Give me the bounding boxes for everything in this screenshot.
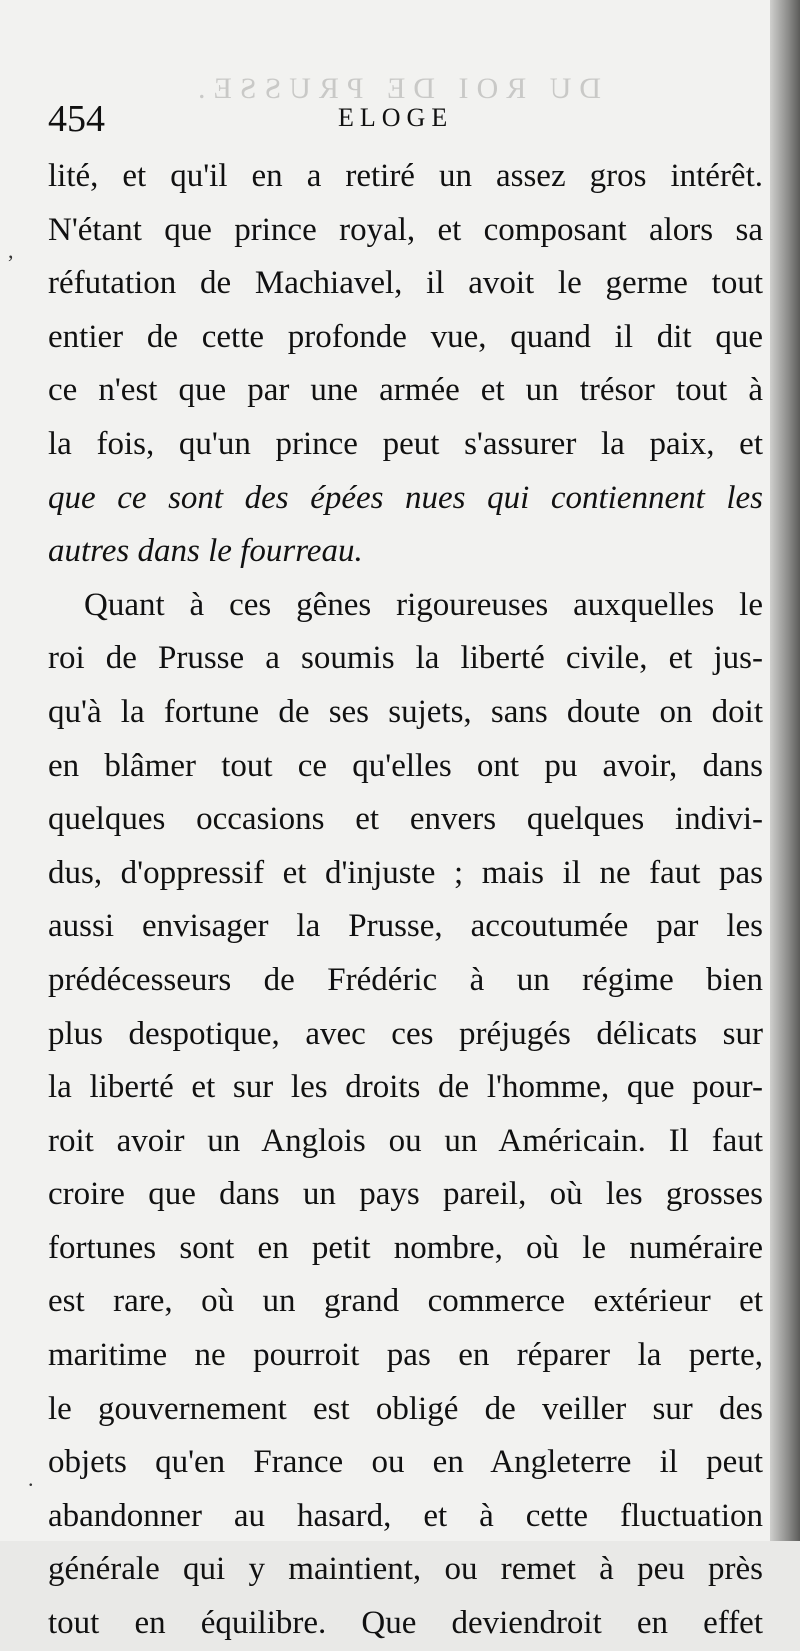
text-line: maritime ne pourroit pas en réparer la perte,: [48, 1337, 763, 1374]
text-line: prédécesseurs de Frédéric à un régime bien: [48, 961, 763, 998]
text-line: tout en équilibre. Que deviendroit en effet: [48, 1605, 763, 1642]
text-line: croire que dans un pays pareil, où les grosses: [48, 1176, 763, 1213]
text-line: en blâmer tout ce qu'elles ont pu avoir, dans: [48, 747, 763, 784]
text-line: la liberté et sur les droits de l'homme, que pour-: [48, 1069, 763, 1106]
page-number: 454: [48, 98, 105, 140]
text-line: que ce sont des épées nues qui contiennent les: [48, 479, 763, 516]
text-line: ce n'est que par une armée et un trésor tout à: [48, 372, 763, 409]
margin-mark: .: [28, 1466, 34, 1491]
text-line: est rare, où un grand commerce extérieur et: [48, 1283, 763, 1320]
text-line: aussi envisager la Prusse, accoutumée par les: [48, 908, 763, 945]
text-line: lité, et qu'il en a retiré un assez gros intérêt.: [48, 158, 763, 194]
text-line: autres dans le fourreau.: [48, 533, 363, 570]
text-line: quelques occasions et envers quelques indivi-: [48, 801, 763, 838]
text-line: qu'à la fortune de ses sujets, sans doute on doit: [48, 693, 763, 730]
text-line: roi de Prusse a soumis la liberté civile, et jus-: [48, 640, 763, 677]
text-line: générale qui y maintient, ou remet à peu près: [48, 1551, 763, 1588]
text-line: réfutation de Machiavel, il avoit le germe tout: [48, 265, 763, 302]
text-line: dus, d'oppressif et d'injuste ; mais il ne faut pas: [48, 854, 763, 891]
text-line: abandonner au hasard, et à cette fluctuation: [48, 1497, 763, 1534]
text-line: entier de cette profonde vue, quand il dit que: [48, 318, 763, 355]
page-header: [48, 96, 758, 142]
body-text: [48, 150, 763, 1651]
text-line: le gouvernement est obligé de veiller sur des: [48, 1390, 763, 1427]
text-line: la fois, qu'un prince peut s'assurer la paix, et: [48, 425, 763, 462]
text-line: Quant à ces gênes rigoureuses auxquelles le: [84, 586, 763, 623]
bleed-through-text: DU ROI DE PRUSSE.: [190, 72, 602, 105]
text-line: fortunes sont en petit nombre, où le numéraire: [48, 1229, 763, 1266]
page-edge-shadow: [770, 0, 800, 1541]
text-line: objets qu'en France ou en Angleterre il peut: [48, 1444, 763, 1481]
running-title: ELOGE: [338, 103, 454, 132]
margin-mark: ,: [8, 238, 14, 263]
text-line: roit avoir un Anglois ou un Américain. Il faut: [48, 1122, 763, 1159]
text-line: N'étant que prince royal, et composant alors sa: [48, 211, 763, 248]
text-line: plus despotique, avec ces préjugés délicats sur: [48, 1015, 763, 1052]
